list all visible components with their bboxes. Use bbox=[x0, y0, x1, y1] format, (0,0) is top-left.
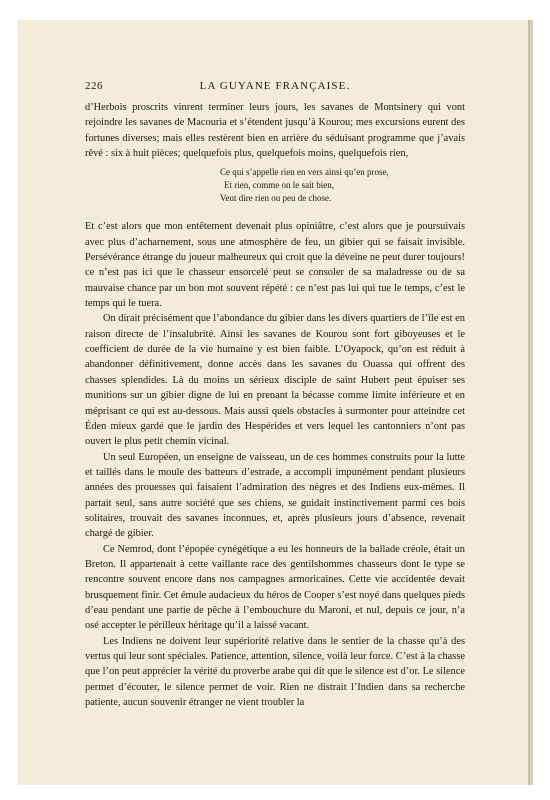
running-title: LA GUYANE FRANÇAISE. bbox=[199, 80, 351, 92]
paragraph-5: Ce Nemrod, dont l’épopée cynégétique a eu les honneurs de la ballade créole, était un Breton. Il appartenait à cette vaillante race des gentilshommes chasseurs dont le type se rencontre souvent encore dans nos campagnes armoricaines. Cette vie accidentée devait brusquement finir. Cet émule audacieux du héros de Cooper s’est noyé dans quelques pieds d’eau pendant une partie de pêche à l’embouchure du Maroni, et nul, depuis ce jour, n’a osé accepter le périlleux héritage qu’il a laissé vacant. bbox=[85, 543, 465, 632]
page-header bbox=[85, 80, 465, 96]
paragraph-2: Et c’est alors que mon entêtement devenait plus opiniâtre, c’est alors que je poursuivais avec plus d’acharnement, sous une atmosphère de feu, un gibier qui se faisait invisible. Persévérance étrange du joueur malheureux qui croit que la déveine ne peut durer toujours! ce n’est pas ici que le chasseur ensorcelé peut se consoler de sa maladresse ou de sa mauvaise chance par un bon mot souvent répété : ce n’est pas lui qui tue le temps, c’est le temps qui le tuera. bbox=[85, 221, 465, 310]
quote-line-3: Veut dire rien ou peu de chose. bbox=[220, 193, 332, 204]
paragraph-4: Un seul Européen, un enseigne de vaisseau, un de ces hommes construits pour la lutte et taillés dans le moule des batteurs d’estrade, a accompli impunément pendant plusieurs années des prouesses qui faisaient l’admiration des nègres et des Indiens eux-mêmes. Il partait seul, sans autre société que ses chiens, se guidait instinctivement parmi ces bois solitaires, trouvait des savanes inconnues, et, après plusieurs jours d’absence, revenait chargé de gibier. bbox=[85, 451, 465, 540]
verse-quote bbox=[85, 166, 465, 205]
paragraph-6: Les Indiens ne doivent leur supériorité relative dans le sentier de la chasse qu’à des vertus qui leur sont spéciales. Patience, attention, silence, voilà leur force. C’est à la chasse que l’on peut apprécier la vérité du proverbe arabe qui dit que le silence est d’or. Le silence permet d’écouter, le silence permet de voir. Rien ne distrait l’Indien dans sa recherche patiente, aucun souvenir étranger ne vient troubler la bbox=[85, 635, 465, 709]
quote-line-2: Et rien, comme on le sait bien, bbox=[224, 180, 334, 191]
book-page bbox=[18, 20, 533, 785]
page-number: 226 bbox=[85, 80, 103, 92]
quote-line-1: Ce qui s’appelle rien en vers ainsi qu’en prose, bbox=[220, 167, 389, 178]
body-text bbox=[85, 100, 465, 710]
page-edge bbox=[528, 20, 530, 785]
paragraph-1: d’Herbois proscrits vinrent terminer leurs jours, les savanes de Montsinery qui vont rejoindre les savanes de Macouria et s’étendent jusqu’à Kourou; mes excursions eurent des fortunes diverses; mais elles restèrent bien en arrière du séduisant programme que j’avais rêvé : six à huit pièces; quelquefois plus, quelquefois moins, quelquefois rien, bbox=[85, 102, 465, 160]
paragraph-3: On dirait précisément que l’abondance du gibier dans les divers quartiers de l’île est en raison directe de l’insalubrité. Ainsi les savanes de Kourou sont fort giboyeuses et le coefficient de durée de la vie humaine y est bien faible. L’Oyapock, qu’on est réduit à abandonner définitivement, donne accès dans les savanes du Ouassa qui offrent des chasses splendides. Là du moins un sérieux disciple de saint Hubert peut épuiser ses munitions sur un gibier digne de lui en prenant la bécasse comme limite inférieure et en méprisant ce qui est au-dessous. Mais aussi quels obstacles à surmonter pour atteindre cet Éden mieux gardé que le jardin des Hespérides et vers lequel les cantonniers n’ont pas ouvert le plus petit chemin vicinal. bbox=[85, 313, 465, 448]
page-content bbox=[85, 80, 465, 710]
